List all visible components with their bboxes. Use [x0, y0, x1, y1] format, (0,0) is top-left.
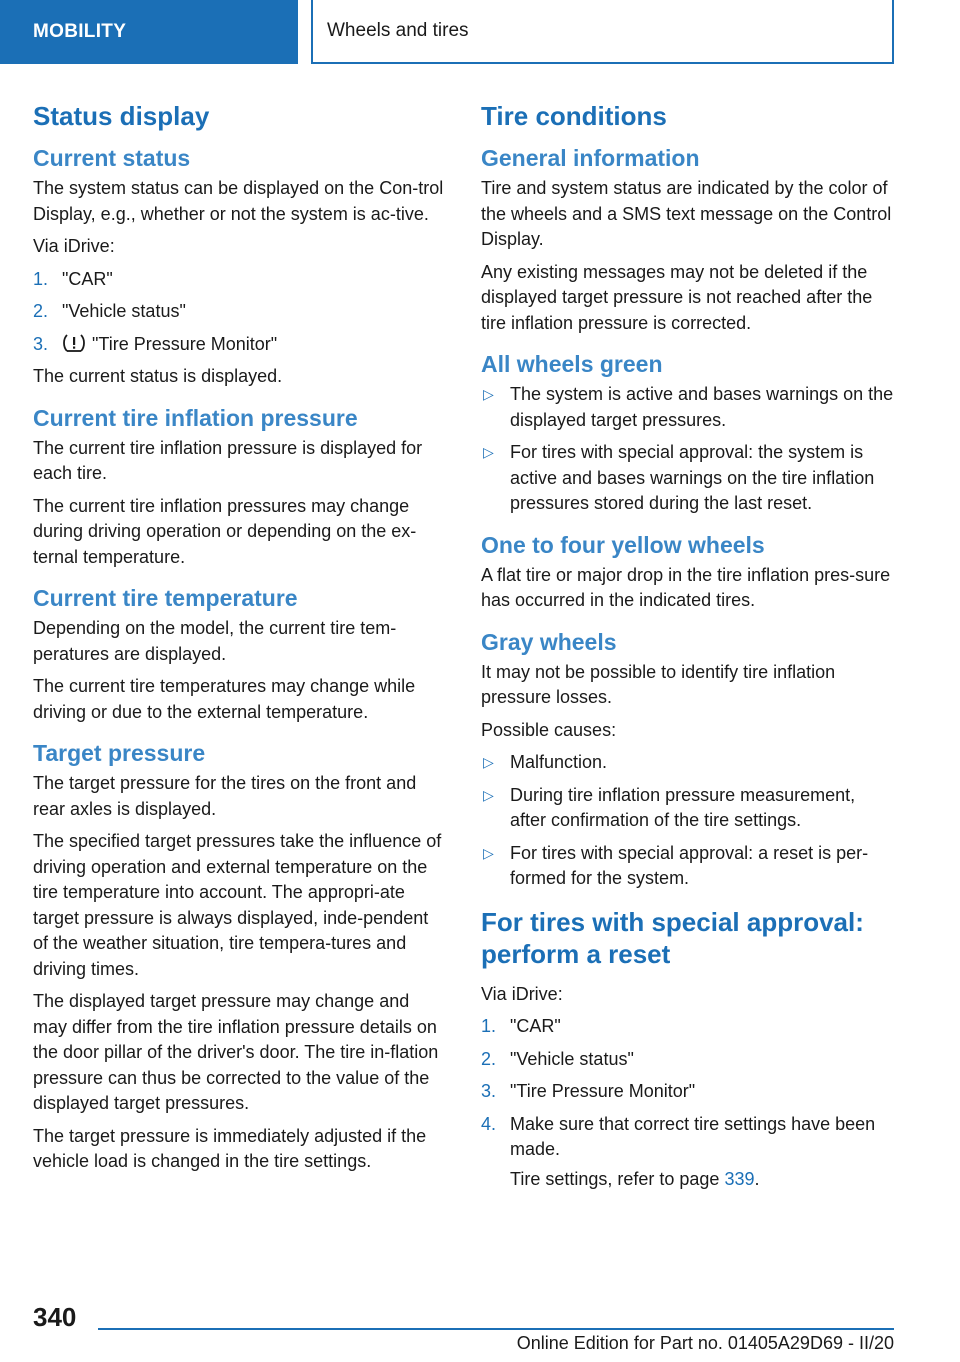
list-item — [481, 1047, 896, 1073]
step-number: 3. — [481, 1081, 497, 1101]
step-number: 3. — [33, 333, 49, 354]
list-item — [481, 382, 896, 433]
heading-target-pressure: Target pressure — [33, 740, 206, 766]
page-number: 340 — [33, 1302, 77, 1332]
step-number: 1. — [33, 268, 49, 289]
heading-current-temperature: Current tire temperature — [33, 585, 298, 611]
paragraph: The displayed target pressure may change and may differ from the tire inflation pressure details on the door pillar of the driver's door. The tire in‐flation pressure can thus be corrected to the value of the displayed target pressures. — [33, 991, 439, 1113]
step-number: 2. — [481, 1048, 497, 1069]
footer-edition: Online Edition for Part no. 01405A29D69 - II/20 — [516, 1333, 894, 1353]
list-item — [481, 1014, 896, 1040]
step-list — [33, 267, 448, 358]
step-number: 4. — [481, 1113, 497, 1134]
page-link[interactable]: 339 — [724, 1168, 755, 1189]
step-text: "Vehicle status" — [510, 1048, 634, 1069]
heading-current-inflation: Current tire inflation pressure — [33, 404, 358, 431]
footer-divider — [98, 1328, 894, 1330]
step-number: 2. — [33, 301, 49, 321]
list-item — [481, 1112, 896, 1193]
section-title-tire-conditions: Tire conditions — [481, 101, 667, 131]
list-item — [33, 299, 448, 325]
bullet-text: The system is active and bases warnings on the displayed target pressures. — [510, 384, 894, 430]
paragraph: The target pressure is immediately adjusted if the vehicle load is changed in the tire settings. — [33, 1125, 427, 1171]
bullet-list — [481, 382, 896, 517]
heading-yellow-wheels: One to four yellow wheels — [481, 531, 765, 558]
list-item — [33, 332, 448, 358]
header-section-label: MOBILITY — [33, 21, 127, 42]
step-text: Make sure that correct tire settings have been made. — [510, 1113, 876, 1159]
heading-general-information: General information — [481, 145, 700, 171]
paragraph: The current status is displayed. — [33, 366, 283, 386]
paragraph: Via iDrive: — [481, 983, 563, 1004]
paragraph: Tire and system status are indicated by the color of the wheels and a SMS text message on the Control Display. — [481, 178, 892, 249]
bullet-text: For tires with special approval: the system is active and bases warnings on the tire inflation pressures stored during the last reset. — [510, 442, 875, 513]
heading-all-wheels-green: All wheels green — [481, 351, 663, 377]
paragraph: The current tire inflation pressure is displayed for each tire. — [33, 437, 423, 483]
header-section-tab — [0, 0, 298, 64]
step-text: "Tire Pressure Monitor" — [510, 1081, 696, 1101]
bullet-list — [481, 750, 896, 892]
heading-gray-wheels: Gray wheels — [481, 628, 617, 655]
paragraph: The system status can be displayed on the Con‐trol Display, e.g., whether or not the system is ac‐tive. — [33, 178, 444, 224]
reference-suffix: . — [754, 1168, 760, 1189]
paragraph: It may not be possible to identify tire inflation pressure losses. — [481, 661, 836, 707]
paragraph: Depending on the model, the current tire tem‐peratures are displayed. — [33, 618, 397, 664]
paragraph: Any existing messages may not be deleted if the displayed target pressure is not reached after the tire inflation pressure is corrected. — [481, 261, 873, 333]
header-chapter-tab — [311, 0, 894, 64]
step-text: "CAR" — [510, 1016, 561, 1036]
triangle-right-icon: ▷ — [483, 844, 494, 861]
paragraph: Via iDrive: — [33, 236, 115, 256]
paragraph: The target pressure for the tires on the front and rear axles is displayed. — [33, 773, 417, 819]
triangle-right-icon: ▷ — [483, 386, 494, 402]
paragraph: Possible causes: — [481, 719, 617, 740]
paragraph: The current tire temperatures may change while driving or due to the external temperature. — [33, 676, 416, 722]
list-item — [33, 267, 448, 293]
bullet-text: For tires with special approval: a reset is per‐formed for the system. — [510, 842, 869, 888]
step-text: "CAR" — [62, 268, 113, 289]
triangle-right-icon: ▷ — [483, 786, 494, 803]
step-text: "Tire Pressure Monitor" — [92, 333, 278, 354]
paragraph: A flat tire or major drop in the tire inflation pres‐sure has occurred in the indicated tires. — [481, 564, 891, 610]
step-list — [481, 1014, 896, 1192]
paragraph: The current tire inflation pressures may change during driving operation or depending on the ex‐ternal temperature. — [33, 495, 417, 567]
reference-text: Tire settings, refer to page — [510, 1168, 725, 1189]
header-chapter-label: Wheels and tires — [327, 20, 469, 41]
right-column — [481, 100, 896, 1199]
list-item — [481, 750, 896, 776]
bullet-text: During tire inflation pressure measurement, after confirmation of the tire settings. — [510, 784, 856, 830]
page-reference — [510, 1167, 896, 1193]
list-item — [481, 440, 896, 517]
paragraph: The specified target pressures take the influence of driving operation and external temperature on the tire temperature into account. The appropri‐ate target pressure is always displayed, inde‐pendent of the weather situation, tire tempera‐tures and driving times. — [33, 831, 442, 979]
triangle-right-icon: ▷ — [483, 444, 494, 460]
list-item — [481, 1079, 896, 1105]
left-column — [33, 100, 448, 1182]
tire-pressure-warning-icon — [62, 333, 86, 353]
list-item — [481, 783, 896, 834]
triangle-right-icon: ▷ — [483, 754, 494, 770]
section-title-status-display: Status display — [33, 101, 210, 131]
section-title-reset: For tires with special approval: perform a reset — [481, 906, 864, 969]
list-item — [481, 841, 896, 892]
step-number: 1. — [481, 1016, 497, 1036]
heading-current-status: Current status — [33, 145, 191, 171]
bullet-text: Malfunction. — [510, 752, 608, 772]
step-text: "Vehicle status" — [62, 301, 186, 321]
